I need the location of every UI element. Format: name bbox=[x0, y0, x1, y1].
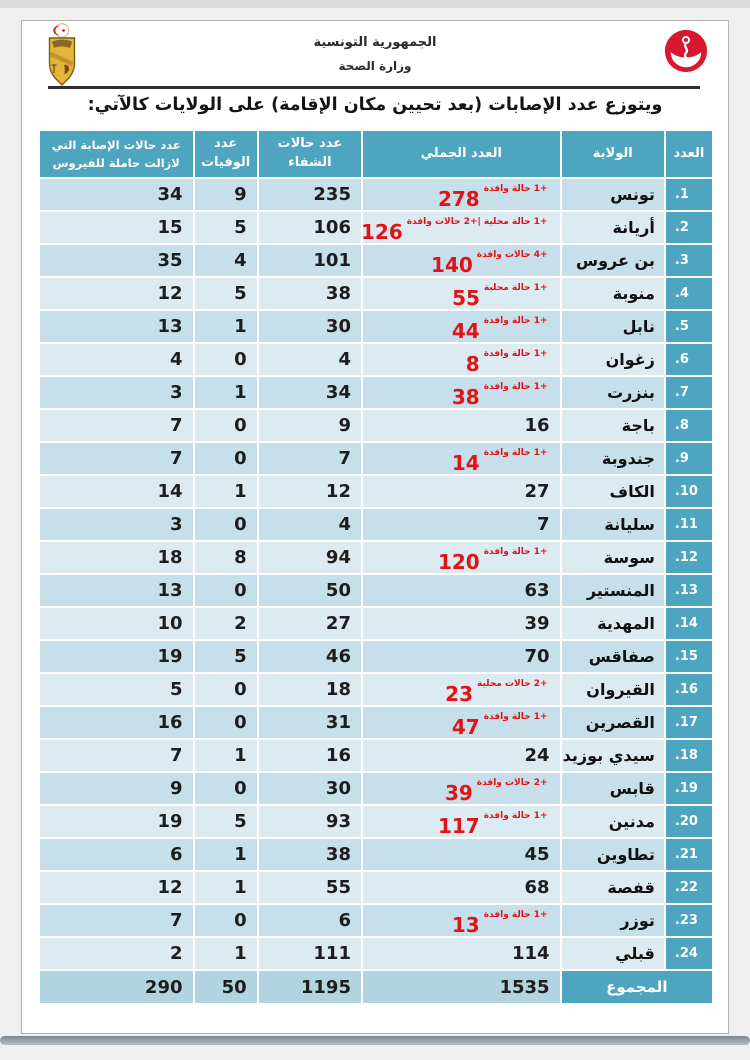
active-cell: 7 bbox=[40, 443, 193, 474]
cases-table bbox=[38, 129, 714, 1005]
table-row bbox=[40, 806, 712, 837]
index-cell: .5 bbox=[666, 311, 712, 342]
active-cell: 12 bbox=[40, 278, 193, 309]
table-row bbox=[40, 278, 712, 309]
index-cell: .9 bbox=[666, 443, 712, 474]
total-cases-cell: 114 bbox=[363, 938, 560, 969]
active-cell: 19 bbox=[40, 641, 193, 672]
recovered-cell: 16 bbox=[259, 740, 361, 771]
table-row bbox=[40, 344, 712, 375]
total-cases-highlighted: 140 bbox=[431, 252, 473, 277]
total-cases-cell bbox=[363, 806, 560, 837]
recovered-cell: 38 bbox=[259, 839, 361, 870]
total-cases-highlighted: 55 bbox=[452, 285, 480, 310]
index-cell: .18 bbox=[666, 740, 712, 771]
deaths-cell: 5 bbox=[195, 212, 257, 243]
table-row bbox=[40, 245, 712, 276]
table-row bbox=[40, 938, 712, 969]
table-row bbox=[40, 212, 712, 243]
total-cases-cell bbox=[363, 443, 560, 474]
deaths-cell: 4 bbox=[195, 245, 257, 276]
header-titles bbox=[22, 35, 728, 73]
total-cases-cell: 39 bbox=[363, 608, 560, 639]
total-cases-cell: 24 bbox=[363, 740, 560, 771]
governorate-cell: المنستير bbox=[562, 575, 664, 606]
index-cell: .16 bbox=[666, 674, 712, 705]
active-cell: 4 bbox=[40, 344, 193, 375]
index-cell: .6 bbox=[666, 344, 712, 375]
recovered-cell: 38 bbox=[259, 278, 361, 309]
total-cases-highlighted: 44 bbox=[451, 318, 480, 343]
total-cases-cell bbox=[363, 707, 560, 738]
table-row bbox=[40, 608, 712, 639]
governorate-cell: منوبة bbox=[562, 278, 664, 309]
table-row bbox=[40, 872, 712, 903]
total-cases-highlighted: 126 bbox=[360, 219, 403, 244]
table-row bbox=[40, 476, 712, 507]
total-cases-cell: 70 bbox=[363, 641, 560, 672]
index-cell: .11 bbox=[666, 509, 712, 540]
recovered-cell: 94 bbox=[259, 542, 361, 573]
total-row bbox=[40, 971, 712, 1003]
deaths-cell: 0 bbox=[195, 575, 257, 606]
index-cell: .17 bbox=[666, 707, 712, 738]
new-cases-note: +1 حالة وافدة bbox=[483, 183, 548, 194]
total-cases-highlighted: 8 bbox=[465, 351, 480, 376]
table-row bbox=[40, 509, 712, 540]
table-row bbox=[40, 443, 712, 474]
index-cell: .12 bbox=[666, 542, 712, 573]
index-cell: .2 bbox=[666, 212, 712, 243]
recovered-cell: 93 bbox=[259, 806, 361, 837]
index-cell: .22 bbox=[666, 872, 712, 903]
index-cell: .3 bbox=[666, 245, 712, 276]
total-cases-cell bbox=[363, 344, 560, 375]
governorate-cell: أريانة bbox=[562, 212, 664, 243]
col-header-recovered: عدد حالات الشفاء bbox=[259, 131, 361, 177]
recovered-cell: 111 bbox=[259, 938, 361, 969]
active-cell: 3 bbox=[40, 509, 193, 540]
governorate-cell: المهدية bbox=[562, 608, 664, 639]
page-top-edge bbox=[0, 0, 750, 8]
governorate-cell: القيروان bbox=[562, 674, 664, 705]
recovered-cell: 6 bbox=[259, 905, 361, 936]
active-cell: 13 bbox=[40, 311, 193, 342]
deaths-cell: 0 bbox=[195, 509, 257, 540]
active-cell: 2 bbox=[40, 938, 193, 969]
total-cases-cell bbox=[363, 179, 560, 210]
recovered-cell: 106 bbox=[259, 212, 361, 243]
table-row bbox=[40, 311, 712, 342]
governorate-cell: قابس bbox=[562, 773, 664, 804]
republic-title: الجمهورية التونسية bbox=[313, 35, 437, 50]
recovered-cell: 55 bbox=[259, 872, 361, 903]
index-cell: .14 bbox=[666, 608, 712, 639]
deaths-cell: 8 bbox=[195, 542, 257, 573]
active-cell: 7 bbox=[40, 905, 193, 936]
recovered-cell: 7 bbox=[259, 443, 361, 474]
total-cases-cell bbox=[363, 773, 560, 804]
deaths-cell: 5 bbox=[195, 278, 257, 309]
new-cases-note: +1 حالة محلية bbox=[483, 282, 548, 293]
active-cell: 3 bbox=[40, 377, 193, 408]
recovered-cell: 27 bbox=[259, 608, 361, 639]
governorate-cell: مدنين bbox=[562, 806, 664, 837]
total-cases-cell bbox=[363, 377, 560, 408]
total-cases-highlighted: 13 bbox=[451, 912, 480, 937]
active-cell: 13 bbox=[40, 575, 193, 606]
total-cases-cell bbox=[363, 311, 560, 342]
active-cell: 19 bbox=[40, 806, 193, 837]
active-cell: 7 bbox=[40, 410, 193, 441]
total-cases-highlighted: 39 bbox=[444, 780, 473, 805]
total-cases-cell bbox=[363, 674, 560, 705]
recovered-cell: 4 bbox=[259, 344, 361, 375]
total-cases-cell: 27 bbox=[363, 476, 560, 507]
total-cases-highlighted: 23 bbox=[445, 681, 474, 706]
deaths-cell: 5 bbox=[195, 806, 257, 837]
index-cell: .13 bbox=[666, 575, 712, 606]
deaths-cell: 0 bbox=[195, 905, 257, 936]
index-cell: .15 bbox=[666, 641, 712, 672]
deaths-cell: 1 bbox=[195, 839, 257, 870]
table-row bbox=[40, 740, 712, 771]
total-cases-cell: 68 bbox=[363, 872, 560, 903]
table-row bbox=[40, 674, 712, 705]
new-cases-note: +1 حالة وافدة bbox=[483, 909, 548, 920]
active-cell: 14 bbox=[40, 476, 193, 507]
total-cases-highlighted: 117 bbox=[437, 813, 480, 838]
table-row bbox=[40, 641, 712, 672]
active-cell: 15 bbox=[40, 212, 193, 243]
recovered-cell: 235 bbox=[259, 179, 361, 210]
total-cases-cell: 45 bbox=[363, 839, 560, 870]
index-cell: .4 bbox=[666, 278, 712, 309]
table-row bbox=[40, 839, 712, 870]
deaths-cell: 1 bbox=[195, 872, 257, 903]
deaths-cell: 0 bbox=[195, 707, 257, 738]
total-cases-cell: 63 bbox=[363, 575, 560, 606]
total-cases-cell bbox=[363, 245, 560, 276]
total-cases-cell: 16 bbox=[363, 410, 560, 441]
recovered-cell: 101 bbox=[259, 245, 361, 276]
total-deaths-sum: 50 bbox=[195, 971, 257, 1003]
index-cell: .23 bbox=[666, 905, 712, 936]
deaths-cell: 0 bbox=[195, 443, 257, 474]
recovered-cell: 12 bbox=[259, 476, 361, 507]
total-cases-cell bbox=[363, 542, 560, 573]
new-cases-note: +1 حالة محلية |+2 حالات وافدة bbox=[406, 216, 548, 227]
total-active-sum: 290 bbox=[40, 971, 193, 1003]
governorate-cell: بنزرت bbox=[562, 377, 664, 408]
deaths-cell: 5 bbox=[195, 641, 257, 672]
table-row bbox=[40, 707, 712, 738]
index-cell: .24 bbox=[666, 938, 712, 969]
deaths-cell: 1 bbox=[195, 740, 257, 771]
table-row bbox=[40, 179, 712, 210]
active-cell: 9 bbox=[40, 773, 193, 804]
index-cell: .10 bbox=[666, 476, 712, 507]
deaths-cell: 2 bbox=[195, 608, 257, 639]
governorate-cell: سوسة bbox=[562, 542, 664, 573]
recovered-cell: 50 bbox=[259, 575, 361, 606]
governorate-cell: بن عروس bbox=[562, 245, 664, 276]
total-cases-cell bbox=[363, 278, 560, 309]
index-cell: .19 bbox=[666, 773, 712, 804]
table-row bbox=[40, 542, 712, 573]
total-cases-highlighted: 278 bbox=[437, 186, 480, 211]
total-cases-cell bbox=[360, 212, 560, 244]
active-cell: 7 bbox=[40, 740, 193, 771]
deaths-cell: 0 bbox=[195, 674, 257, 705]
new-cases-note: +1 حالة وافدة bbox=[483, 447, 548, 458]
active-cell: 5 bbox=[40, 674, 193, 705]
new-cases-note: +4 حالات وافدة bbox=[476, 249, 548, 260]
governorate-cell: قفصة bbox=[562, 872, 664, 903]
governorate-cell: سليانة bbox=[562, 509, 664, 540]
index-cell: .1 bbox=[666, 179, 712, 210]
active-cell: 12 bbox=[40, 872, 193, 903]
governorate-cell: زغوان bbox=[562, 344, 664, 375]
recovered-cell: 31 bbox=[259, 707, 361, 738]
col-header-deaths: عدد الوفيات bbox=[195, 131, 257, 177]
deaths-cell: 1 bbox=[195, 311, 257, 342]
total-recovered-sum: 1195 bbox=[259, 971, 361, 1003]
new-cases-note: +2 حالات وافدة bbox=[476, 777, 548, 788]
governorate-cell: تونس bbox=[562, 179, 664, 210]
active-cell: 10 bbox=[40, 608, 193, 639]
new-cases-note: +1 حالة وافدة bbox=[483, 348, 548, 359]
index-cell: .21 bbox=[666, 839, 712, 870]
recovered-cell: 30 bbox=[259, 773, 361, 804]
governorate-cell: باجة bbox=[562, 410, 664, 441]
total-cases-highlighted: 120 bbox=[437, 549, 480, 574]
page-bottom-edge bbox=[0, 1036, 750, 1045]
table-row bbox=[40, 377, 712, 408]
total-cases-cell: 7 bbox=[363, 509, 560, 540]
governorate-cell: الكاف bbox=[562, 476, 664, 507]
governorate-cell: تطاوين bbox=[562, 839, 664, 870]
recovered-cell: 18 bbox=[259, 674, 361, 705]
total-cases-sum: 1535 bbox=[363, 971, 560, 1003]
governorate-cell: نابل bbox=[562, 311, 664, 342]
table-row bbox=[40, 905, 712, 936]
table-header-row bbox=[40, 131, 712, 177]
new-cases-note: +2 حالات محلية bbox=[477, 678, 548, 689]
recovered-cell: 4 bbox=[259, 509, 361, 540]
recovered-cell: 30 bbox=[259, 311, 361, 342]
deaths-cell: 9 bbox=[195, 179, 257, 210]
new-cases-note: +1 حالة وافدة bbox=[483, 810, 548, 821]
cases-table-wrapper bbox=[38, 129, 714, 1005]
page-title: ويتوزع عدد الإصابات (بعد تحيين مكان الإقامة) على الولايات كالآتي: bbox=[87, 95, 663, 115]
total-cases-cell bbox=[363, 905, 560, 936]
deaths-cell: 1 bbox=[195, 377, 257, 408]
table-row bbox=[40, 410, 712, 441]
index-cell: .7 bbox=[666, 377, 712, 408]
recovered-cell: 9 bbox=[259, 410, 361, 441]
col-header-index: العدد bbox=[666, 131, 712, 177]
governorate-cell: توزر bbox=[562, 905, 664, 936]
col-header-total: العدد الجملي bbox=[363, 131, 560, 177]
total-cases-highlighted: 38 bbox=[451, 384, 480, 409]
total-label: المجموع bbox=[562, 971, 712, 1003]
deaths-cell: 1 bbox=[195, 938, 257, 969]
health-ministry-logo-icon bbox=[663, 28, 709, 74]
governorate-cell: سيدي بوزيد bbox=[562, 740, 664, 771]
new-cases-note: +1 حالة وافدة bbox=[483, 315, 548, 326]
governorate-cell: قبلي bbox=[562, 938, 664, 969]
active-cell: 16 bbox=[40, 707, 193, 738]
total-cases-highlighted: 47 bbox=[451, 714, 480, 739]
header-divider bbox=[48, 86, 700, 89]
col-header-active: عدد حالات الإصابة التي لازالت حاملة للفيروس bbox=[40, 131, 193, 177]
table-row bbox=[40, 575, 712, 606]
table-row bbox=[40, 773, 712, 804]
governorate-cell: صفاقس bbox=[562, 641, 664, 672]
index-cell: .8 bbox=[666, 410, 712, 441]
new-cases-note: +1 حالة وافدة bbox=[483, 711, 548, 722]
deaths-cell: 0 bbox=[195, 344, 257, 375]
document-card bbox=[21, 20, 729, 1034]
active-cell: 18 bbox=[40, 542, 193, 573]
deaths-cell: 1 bbox=[195, 476, 257, 507]
active-cell: 34 bbox=[40, 179, 193, 210]
active-cell: 6 bbox=[40, 839, 193, 870]
index-cell: .20 bbox=[666, 806, 712, 837]
deaths-cell: 0 bbox=[195, 410, 257, 441]
recovered-cell: 46 bbox=[259, 641, 361, 672]
col-header-governorate: الولاية bbox=[562, 131, 664, 177]
governorate-cell: جندوبة bbox=[562, 443, 664, 474]
deaths-cell: 0 bbox=[195, 773, 257, 804]
active-cell: 35 bbox=[40, 245, 193, 276]
total-cases-highlighted: 14 bbox=[451, 450, 480, 475]
governorate-cell: القصرين bbox=[562, 707, 664, 738]
ministry-title: وزارة الصحة bbox=[338, 59, 412, 73]
recovered-cell: 34 bbox=[259, 377, 361, 408]
new-cases-note: +1 حالة وافدة bbox=[483, 546, 548, 557]
new-cases-note: +1 حالة وافدة bbox=[483, 381, 548, 392]
